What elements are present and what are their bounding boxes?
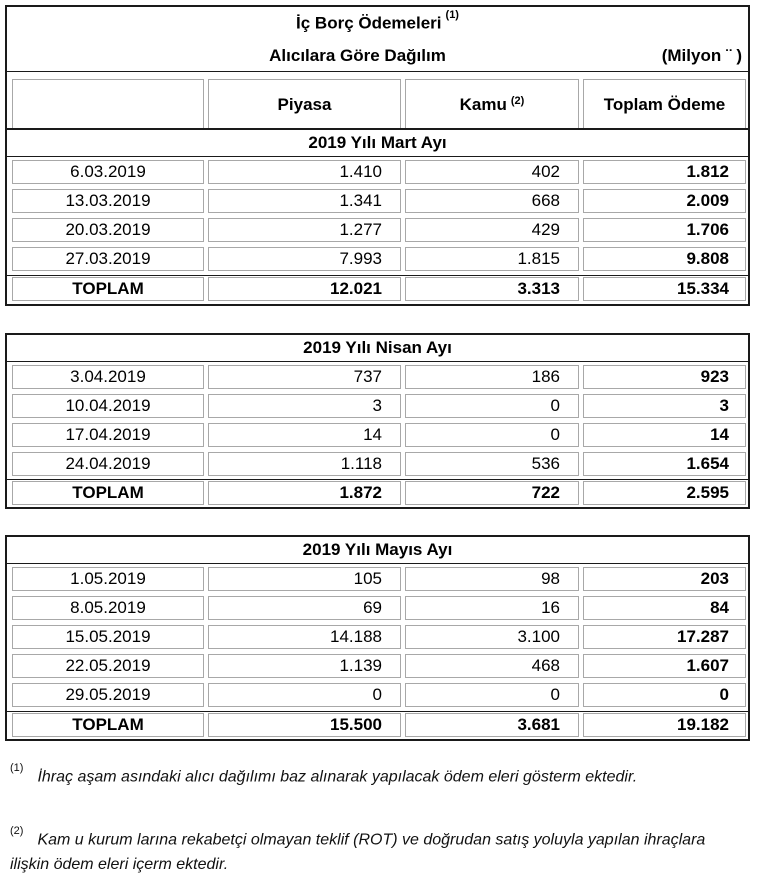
table-row — [7, 363, 748, 391]
date-cell: 24.04.2019 — [12, 452, 204, 476]
kamu-cell: 16 — [405, 596, 579, 620]
piyasa-cell: 1.410 — [208, 160, 401, 184]
section-april — [5, 333, 750, 509]
kamu-cell: 3.100 — [405, 625, 579, 649]
kamu-cell: 0 — [405, 423, 579, 447]
table-row — [7, 245, 748, 273]
section-title: 2019 Yılı Nisan Ayı — [7, 335, 748, 362]
toplam-cell: 84 — [583, 596, 746, 620]
total-row — [7, 711, 748, 739]
table-row — [7, 681, 748, 709]
piyasa-cell: 1.139 — [208, 654, 401, 678]
piyasa-cell: 1.341 — [208, 189, 401, 213]
toplam-total: 15.334 — [583, 277, 746, 301]
table-row — [7, 216, 748, 244]
table-row — [7, 623, 748, 651]
table-row — [7, 392, 748, 420]
piyasa-cell: 69 — [208, 596, 401, 620]
piyasa-cell: 737 — [208, 365, 401, 389]
piyasa-cell: 1.118 — [208, 452, 401, 476]
piyasa-total: 1.872 — [208, 481, 401, 505]
section-title: 2019 Yılı Mart Ayı — [7, 130, 748, 157]
date-cell: 17.04.2019 — [12, 423, 204, 447]
piyasa-cell: 14.188 — [208, 625, 401, 649]
footnote-2 — [10, 823, 740, 877]
toplam-cell: 1.706 — [583, 218, 746, 242]
date-cell: 6.03.2019 — [12, 160, 204, 184]
date-cell: 27.03.2019 — [12, 247, 204, 271]
table-row — [7, 187, 748, 215]
kamu-cell: 468 — [405, 654, 579, 678]
kamu-total: 3.313 — [405, 277, 579, 301]
piyasa-total: 12.021 — [208, 277, 401, 301]
toplam-cell: 9.808 — [583, 247, 746, 271]
column-header-date — [12, 79, 204, 131]
date-cell: 20.03.2019 — [12, 218, 204, 242]
section-title: 2019 Yılı Mayıs Ayı — [7, 537, 748, 564]
table-row — [7, 421, 748, 449]
total-label: TOPLAM — [12, 481, 204, 505]
footnote-text: İhraç aşam asındaki alıcı dağılımı baz alınarak yapılacak ödem eleri gösterm ektedir. — [37, 768, 638, 786]
toplam-cell: 203 — [583, 567, 746, 591]
footnote-mark: (1) — [10, 762, 24, 774]
table-row — [7, 594, 748, 622]
footnote-mark: (2) — [10, 825, 24, 837]
piyasa-cell: 3 — [208, 394, 401, 418]
table-row — [7, 652, 748, 680]
date-cell: 22.05.2019 — [12, 654, 204, 678]
toplam-cell: 1.812 — [583, 160, 746, 184]
total-row — [7, 275, 748, 303]
kamu-cell: 0 — [405, 683, 579, 707]
kamu-total: 3.681 — [405, 713, 579, 737]
kamu-cell: 186 — [405, 365, 579, 389]
section-march — [5, 128, 750, 306]
kamu-cell: 429 — [405, 218, 579, 242]
footnote-1 — [10, 760, 740, 789]
date-cell: 15.05.2019 — [12, 625, 204, 649]
toplam-cell: 1.607 — [583, 654, 746, 678]
toplam-total: 2.595 — [583, 481, 746, 505]
piyasa-cell: 7.993 — [208, 247, 401, 271]
column-header-toplam-odeme: Toplam Ödeme — [583, 79, 746, 131]
table-row — [7, 450, 748, 478]
toplam-total: 19.182 — [583, 713, 746, 737]
table-row — [7, 158, 748, 186]
date-cell: 8.05.2019 — [12, 596, 204, 620]
header-box — [5, 5, 750, 130]
kamu-cell: 0 — [405, 394, 579, 418]
toplam-cell: 0 — [583, 683, 746, 707]
date-cell: 29.05.2019 — [12, 683, 204, 707]
table-row — [7, 565, 748, 593]
toplam-cell: 17.287 — [583, 625, 746, 649]
date-cell: 10.04.2019 — [12, 394, 204, 418]
unit-label: (Milyon ¨ ) — [661, 46, 742, 65]
piyasa-cell: 0 — [208, 683, 401, 707]
toplam-cell: 1.654 — [583, 452, 746, 476]
total-label: TOPLAM — [12, 713, 204, 737]
piyasa-cell: 14 — [208, 423, 401, 447]
header-divider — [7, 71, 748, 72]
column-header-piyasa: Piyasa — [208, 79, 401, 131]
kamu-cell: 668 — [405, 189, 579, 213]
toplam-cell: 14 — [583, 423, 746, 447]
page-title: İç Borç Ödemeleri $^{(1)}$ — [296, 9, 459, 33]
piyasa-cell: 105 — [208, 567, 401, 591]
page-subtitle: Alıcılara Göre Dağılım — [269, 46, 446, 65]
piyasa-cell: 1.277 — [208, 218, 401, 242]
kamu-cell: 1.815 — [405, 247, 579, 271]
total-row — [7, 479, 748, 507]
toplam-cell: 3 — [583, 394, 746, 418]
total-label: TOPLAM — [12, 277, 204, 301]
column-header-kamu: Kamu $^{(2)}$ — [405, 79, 579, 131]
footnote-text: Kam u kurum larına rekabetçi olmayan teklif (ROT) ve doğrudan satış yoluyla yapılan ihraçlara ilişkin ödem eleri içerm ektedir. — [10, 831, 706, 874]
date-cell: 1.05.2019 — [12, 567, 204, 591]
kamu-total: 722 — [405, 481, 579, 505]
date-cell: 3.04.2019 — [12, 365, 204, 389]
kamu-cell: 402 — [405, 160, 579, 184]
section-may — [5, 535, 750, 741]
kamu-cell: 98 — [405, 567, 579, 591]
date-cell: 13.03.2019 — [12, 189, 204, 213]
piyasa-total: 15.500 — [208, 713, 401, 737]
toplam-cell: 2.009 — [583, 189, 746, 213]
kamu-cell: 536 — [405, 452, 579, 476]
toplam-cell: 923 — [583, 365, 746, 389]
